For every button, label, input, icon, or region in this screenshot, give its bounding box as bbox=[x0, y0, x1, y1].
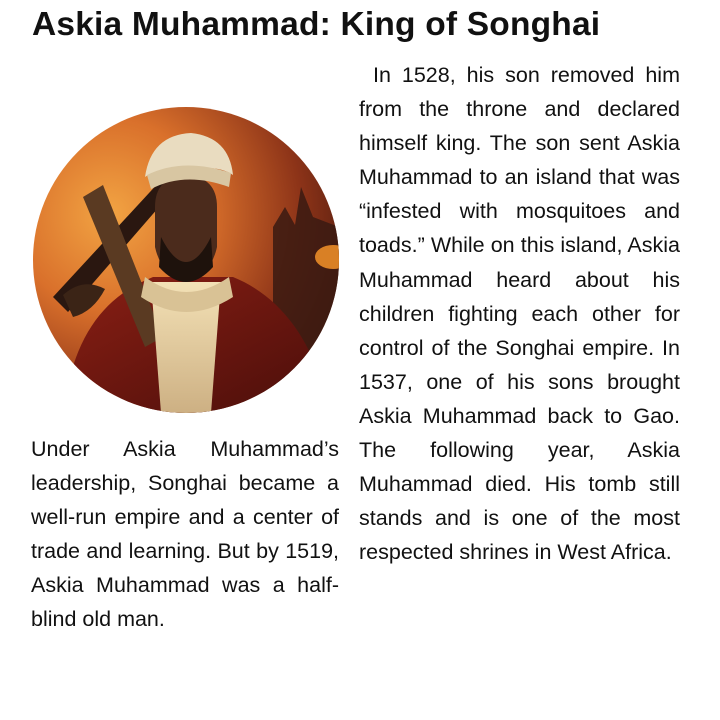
page-title: Askia Muhammad: King of Songhai bbox=[32, 6, 601, 43]
right-paragraph: In 1528, his son removed him from the throne and declared himself king. The son sent Askia Muhammad to an island that was “infested with mosquitoes and toads.” While on this island, Askia Muhammad heard about his children fighting each other for control of the Songhai empire. In 1537, one of his sons brought Askia Muhammad back to Gao. The following year, Askia Muhammad died. His tomb still stands and is one of the most respected shrines in West Africa. bbox=[359, 63, 680, 565]
left-paragraph: Under Askia Muhammad’s leadership, Songhai became a well-run empire and a center of trade and learning. But by 1519, Askia Muhammad was a half-blind old man. bbox=[31, 437, 339, 632]
askia-muhammad-portrait bbox=[33, 107, 339, 413]
